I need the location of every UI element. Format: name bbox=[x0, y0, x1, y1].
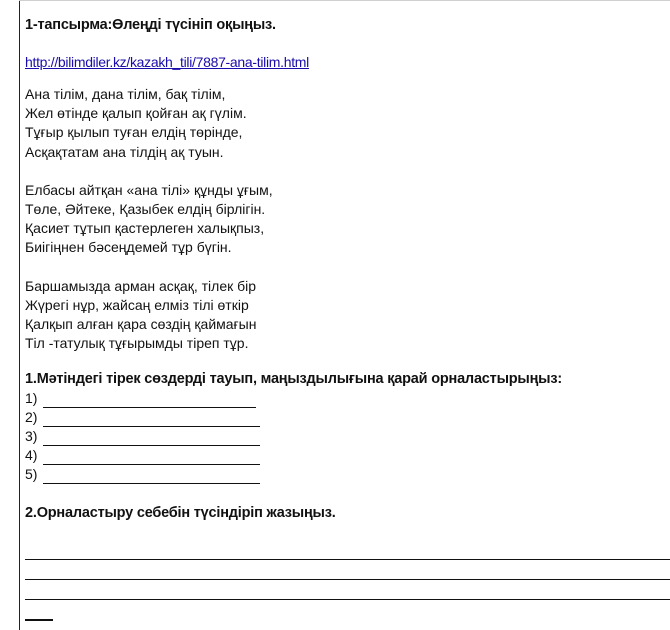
poem-line: Асқақтатам ана тілдің ақ туын. bbox=[25, 143, 224, 160]
answer-blank-2[interactable] bbox=[43, 412, 260, 427]
poem-link[interactable]: http://bilimdiler.kz/kazakh_tili/7887-ana-tilim.html bbox=[25, 54, 309, 70]
poem-line: Елбасы айтқан «ана тілі» құнды ұғым, bbox=[25, 181, 273, 198]
answer-row-5 bbox=[25, 465, 665, 484]
poem-line: Қасиет тұтып қастерлеген халықпыз, bbox=[25, 220, 265, 237]
answer-row-3 bbox=[25, 427, 665, 446]
writing-line-short[interactable] bbox=[25, 619, 53, 621]
writing-line-2[interactable] bbox=[25, 560, 670, 580]
stanza-3 bbox=[25, 277, 665, 354]
answer-blank-3[interactable] bbox=[43, 431, 260, 446]
answer-row-2 bbox=[25, 408, 665, 427]
answer-number: 3) bbox=[25, 428, 38, 445]
poem bbox=[25, 85, 665, 353]
poem-line: Жүрегі нұр, жайсаң елміз тілі өткір bbox=[25, 296, 249, 313]
answer-number: 1) bbox=[25, 390, 38, 407]
poem-line: Қалқып алған қара сөздің қаймағын bbox=[25, 315, 257, 332]
stanza-2 bbox=[25, 181, 665, 258]
task-title: 1-тапсырма:Өлеңді түсініп оқыңыз. bbox=[25, 17, 276, 33]
poem-line: Ана тілім, дана тілім, бақ тілім, bbox=[25, 86, 226, 102]
answer-number: 5) bbox=[25, 466, 38, 483]
poem-line: Тұғыр қылып туған елдің төрінде, bbox=[25, 124, 243, 141]
writing-line-3[interactable] bbox=[25, 580, 670, 600]
poem-line: Жел өтінде қалып қойған ақ гүлім. bbox=[25, 105, 247, 122]
poem-line: Баршамызда арман асқақ, тілек бір bbox=[25, 277, 257, 294]
question-1: 1.Мәтіндегі тірек сөздерді тауып, маңыздылығына қарай орналастырыңыз: bbox=[25, 371, 562, 388]
answer-row-4 bbox=[25, 446, 665, 465]
writing-area[interactable] bbox=[25, 540, 670, 600]
poem-line: Биігіңнен бәсеңдемей тұр бүгін. bbox=[25, 239, 232, 256]
worksheet-content bbox=[25, 14, 665, 523]
answer-blank-4[interactable] bbox=[43, 450, 260, 465]
top-rule bbox=[19, 0, 670, 1]
answer-row-1 bbox=[25, 389, 665, 408]
link-line bbox=[25, 52, 665, 72]
answer-number: 2) bbox=[25, 409, 38, 426]
left-border bbox=[19, 0, 20, 630]
answer-list bbox=[25, 389, 665, 484]
answer-number: 4) bbox=[25, 447, 38, 464]
answer-blank-1[interactable] bbox=[43, 393, 256, 408]
poem-line: Төле, Әйтеке, Қазыбек елдің бірлігін. bbox=[25, 200, 266, 217]
writing-line-1[interactable] bbox=[25, 540, 670, 560]
question-2: 2.Орналастыру себебін түсіндіріп жазыңыз. bbox=[25, 505, 336, 522]
answer-blank-5[interactable] bbox=[43, 469, 260, 484]
stanza-1 bbox=[25, 85, 665, 162]
poem-line: Тіл -татулық тұғырымды тіреп тұр. bbox=[25, 335, 249, 352]
